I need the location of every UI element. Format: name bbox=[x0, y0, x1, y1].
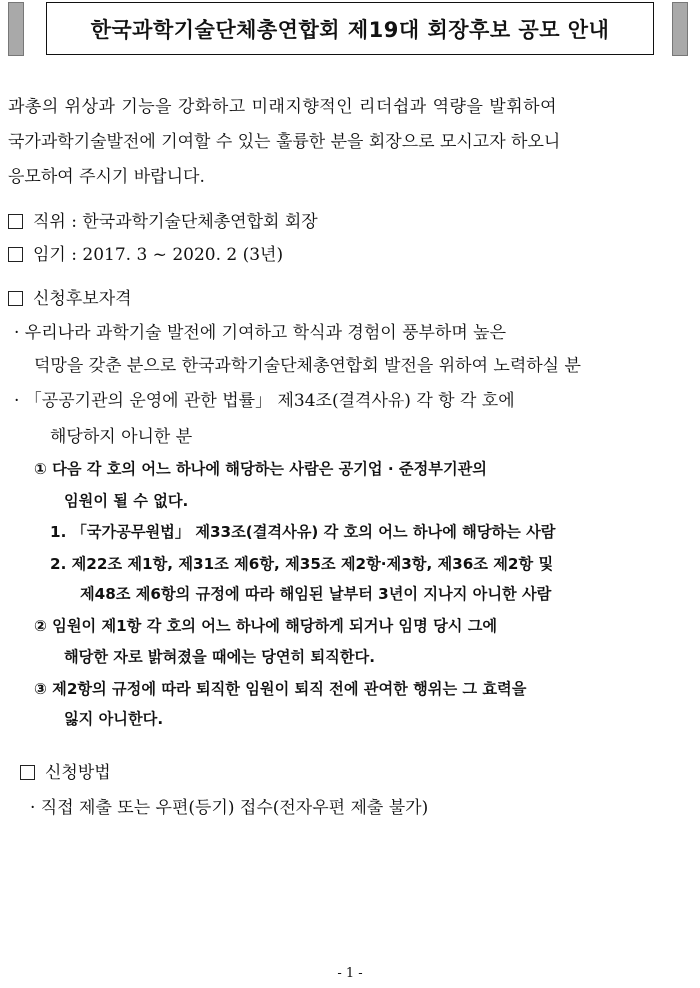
eligibility-heading-text: 신청후보자격 bbox=[33, 289, 132, 309]
checkbox-square-icon bbox=[8, 247, 23, 262]
clause-1-item-2-line-1: 2. 제22조 제1항, 제31조 제6항, 제35조 제2항·제3항, 제36조 제2항 및 bbox=[50, 555, 554, 573]
eligibility-heading bbox=[8, 284, 132, 309]
clause-1-line-2: 임원이 될 수 없다. bbox=[64, 492, 189, 510]
eligibility-bullet-2-line-1: · 「공공기관의 운영에 관한 법률」 제34조(결격사유) 각 항 각 호에 bbox=[14, 391, 515, 411]
application-heading bbox=[20, 758, 111, 783]
application-heading-text: 신청방법 bbox=[45, 763, 111, 783]
clause-1-item-2-line-2: 제48조 제6항의 규정에 따라 해임된 날부터 3년이 지나지 아니한 사람 bbox=[80, 585, 552, 603]
clause-2-line-2: 해당한 자로 밝혀졌을 때에는 당연히 퇴직한다. bbox=[64, 648, 375, 666]
eligibility-bullet-1-line-1: · 우리나라 과학기술 발전에 기여하고 학식과 경험이 풍부하며 높은 bbox=[14, 323, 507, 343]
clause-1-line-1: ① 다음 각 호의 어느 하나에 해당하는 사람은 공기업 · 준정부기관의 bbox=[34, 460, 487, 478]
position-text: 직위 : 한국과학기술단체총연합회 회장 bbox=[33, 212, 318, 232]
page-number: - 1 - bbox=[337, 966, 363, 981]
clause-3-line-1: ③ 제2항의 규정에 따라 퇴직한 임원이 퇴직 전에 관여한 행위는 그 효력을 bbox=[34, 680, 527, 698]
checkbox-square-icon bbox=[20, 765, 35, 780]
right-gray-bar bbox=[672, 2, 688, 56]
checkbox-square-icon bbox=[8, 291, 23, 306]
intro-line-1: 과총의 위상과 기능을 강화하고 미래지향적인 리더쉽과 역량을 발휘하여 bbox=[8, 97, 557, 117]
clause-3-line-2: 잃지 아니한다. bbox=[64, 710, 164, 728]
term-item bbox=[8, 240, 283, 265]
clause-2-line-1: ② 임원이 제1항 각 호의 어느 하나에 해당하게 되거나 임명 당시 그에 bbox=[34, 617, 498, 635]
eligibility-bullet-1-line-2: 덕망을 갖춘 분으로 한국과학기술단체총연합회 발전을 위하여 노력하실 분 bbox=[34, 356, 581, 376]
term-text: 임기 : 2017. 3 ~ 2020. 2 (3년) bbox=[33, 245, 284, 265]
left-gray-bar bbox=[8, 2, 24, 56]
checkbox-square-icon bbox=[8, 214, 23, 229]
page-title: 한국과학기술단체총연합회 제19대 회장후보 공모 안내 bbox=[46, 2, 654, 55]
position-item bbox=[8, 207, 318, 232]
eligibility-bullet-2-line-2: 해당하지 아니한 분 bbox=[50, 427, 193, 447]
application-bullet: · 직접 제출 또는 우편(등기) 접수(전자우편 제출 불가) bbox=[30, 798, 429, 818]
intro-line-2: 국가과학기술발전에 기여할 수 있는 훌륭한 분을 회장으로 모시고자 하오니 bbox=[8, 132, 561, 152]
clause-1-item-1: 1. 「국가공무원법」 제33조(결격사유) 각 호의 어느 하나에 해당하는 사람 bbox=[50, 523, 556, 541]
intro-line-3: 응모하여 주시기 바랍니다. bbox=[8, 167, 205, 187]
